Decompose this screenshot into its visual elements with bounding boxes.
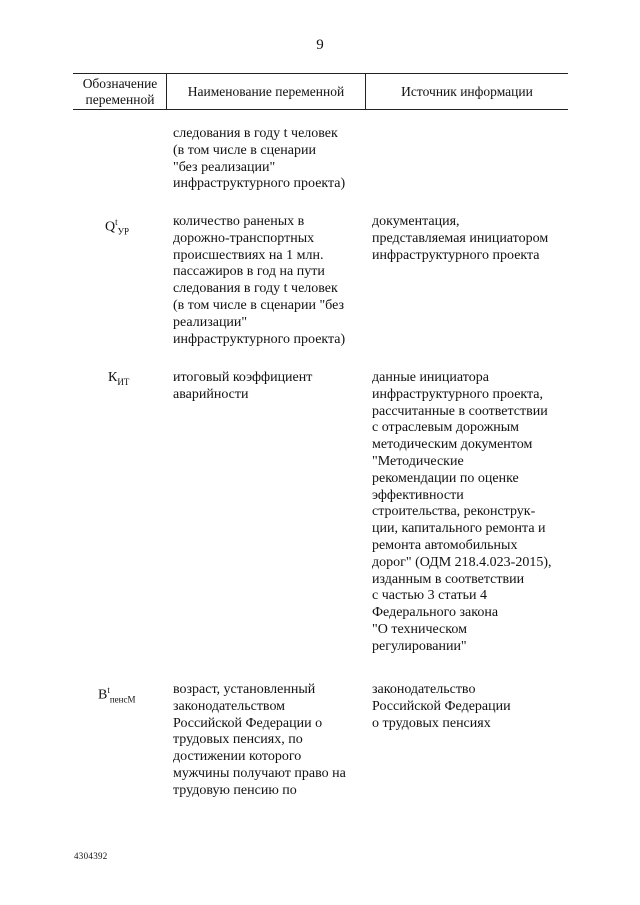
row-0-name: следования в году t человек (в том числе в сценарии "без реализации" инфраструктурного проекта)	[173, 126, 346, 192]
row-1-symbol: $Q^t_{УР}$	[105, 217, 130, 237]
row-3-source: законодательство Российской Федерации о трудовых пенсиях	[372, 682, 511, 731]
header-name: Наименование переменной	[187, 84, 345, 99]
row-3-name: возраст, установленный законодательством Российской Федерации о трудовых пенсиях, по достижении которого мужчины получают право на трудовую пенсию по	[173, 682, 346, 798]
header-source: Источник информации	[401, 84, 533, 99]
row-1-source: документация, представляемая инициатором инфраструктурного проекта	[372, 214, 549, 263]
table-top-rule	[73, 73, 568, 74]
table-header-bottom-rule	[73, 109, 568, 110]
row-2-name: итоговый коэффициент аварийности	[173, 370, 313, 402]
document-code: 4304392	[74, 851, 108, 861]
header-symbol: Обозначение переменной	[82, 76, 158, 107]
row-2-source: данные инициатора инфраструктурного проекта, рассчитанные в соответствии с отраслевым дорожным методическим документом "Методические рекомендации по оценке эффективности строительства, реконструк- ции, капитального ремонта и ремонта автомобильных дорог" (ОДМ 218.4.023-2015), изданным в соответствии с частью 3 статьи 4 Федерального закона "О техническом регулировании"	[372, 370, 552, 654]
page-number: 9	[316, 37, 324, 53]
row-3-symbol: $В^t_{пенсМ}$	[98, 685, 136, 705]
row-1-name: количество раненых в дорожно-транспортных происшествиях на 1 млн. пассажиров в год на пути следования в году t человек (в том числе в сценарии "без реализации" инфраструктурного проекта)	[173, 214, 346, 347]
row-2-symbol: $К_{ИТ}$	[108, 370, 130, 387]
